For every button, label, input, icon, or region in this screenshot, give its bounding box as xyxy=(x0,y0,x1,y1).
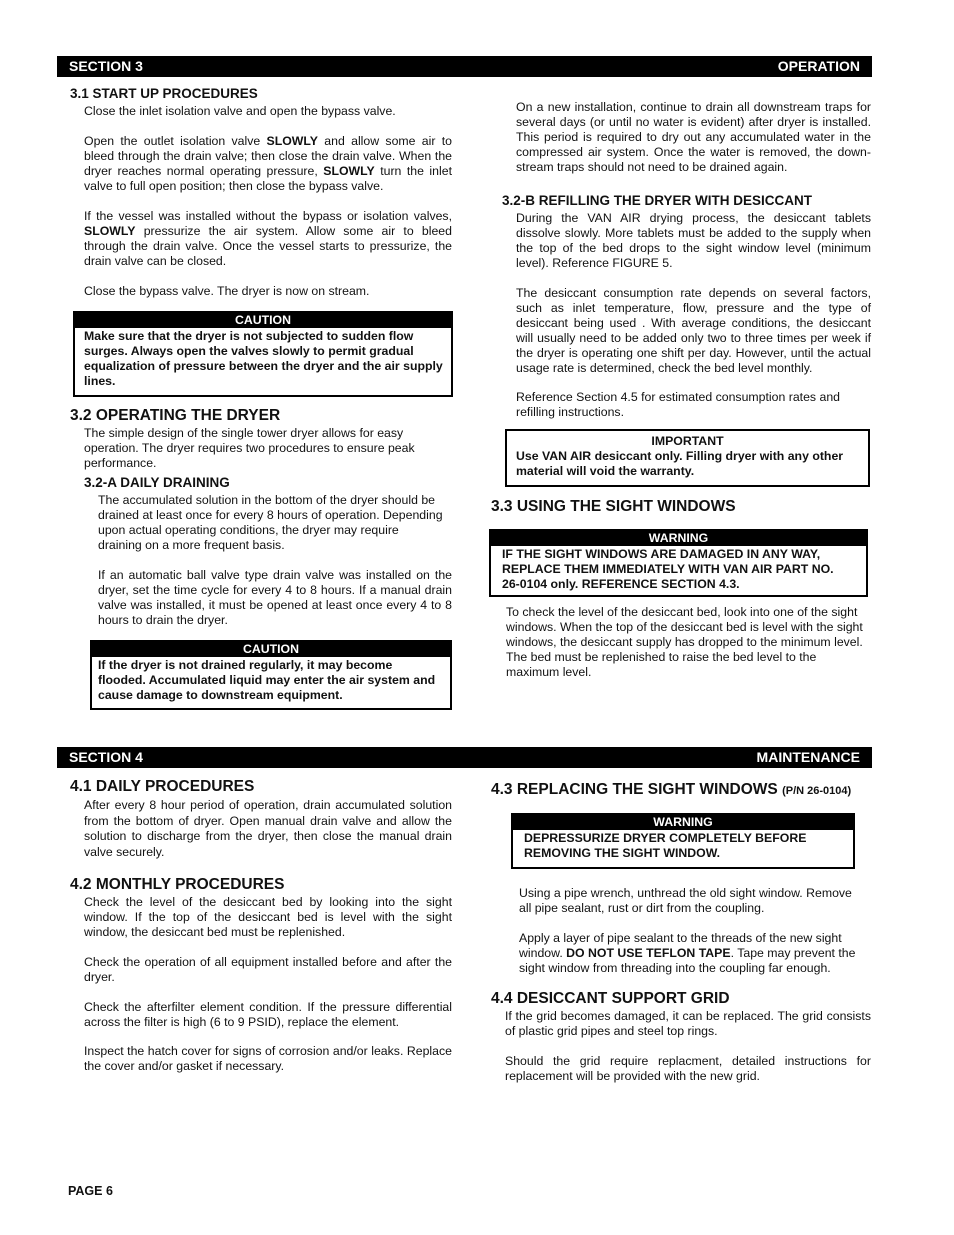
heading-4-4: 4.4 DESICCANT SUPPORT GRID xyxy=(491,990,730,1007)
section-3-header-bar xyxy=(57,56,872,77)
section-4-header-bar xyxy=(57,747,872,768)
s32a-p1: The accumulated solution in the bottom of the dryer should be drained at least once for every 8 hours of operation. Depending upon actual operating conditions, the dryer may require draining on a more frequent basis. xyxy=(98,493,443,552)
right-p1: On a new installation, continue to drain all downstream traps for several days (or until no water is evident) after dryer is installed. This period is required to dry out any accumulated water in the compressed air system. Once the water is removed, the down-stream traps should not need to be drained again. xyxy=(516,100,871,174)
caution-box-2 xyxy=(90,640,452,710)
s44-p1: If the grid becomes damaged, it can be replaced. The grid consists of plastic grid pipes and steel top rings. xyxy=(505,1009,871,1038)
part-number: (P/N 26-0104) xyxy=(782,785,852,797)
heading-3-2-a: 3.2-A DAILY DRAINING xyxy=(84,475,230,490)
s31-p1: Close the inlet isolation valve and open the bypass valve. xyxy=(84,104,396,118)
heading-3-2-b: 3.2-B REFILLING THE DRYER WITH DESICCANT xyxy=(502,193,813,208)
s42-p4: Inspect the hatch cover for signs of corrosion and/or leaks. Replace the cover and/or gasket if necessary. xyxy=(84,1044,452,1073)
s31-p4: Close the bypass valve. The dryer is now on stream. xyxy=(84,284,370,298)
caution-body: If the dryer is not drained regularly, it may become flooded. Accumulated liquid may enter the air system and cause damage to downstream equipment. xyxy=(98,658,436,702)
warning-body: DEPRESSURIZE DRYER COMPLETELY BEFORE REMOVING THE SIGHT WINDOW. xyxy=(524,831,807,860)
s32-p1: The simple design of the single tower dryer allows for easy operation. The dryer requires two procedures to ensure peak performance. xyxy=(84,426,415,470)
caution-body: Make sure that the dryer is not subjected to sudden flow surges. Always open the valves slowly to permit gradual equalization of pressure between the dryer and the air supply lines. xyxy=(84,329,443,388)
heading-3-2: 3.2 OPERATING THE DRYER xyxy=(70,407,281,424)
s31-p3: If the vessel was installed without the bypass or isolation valves, SLOWLY pressurize the air system. Allow some air to bleed through the drain valve. Once the vessel starts to pressurize, the drain valve can be closed. xyxy=(84,209,452,268)
heading-3-1: 3.1 START UP PROCEDURES xyxy=(70,86,258,101)
s44-p2: Should the grid require replacment, detailed instructions for replacement will be provided with the new grid. xyxy=(505,1054,871,1083)
caution-title: CAUTION xyxy=(75,313,451,328)
s42-p2: Check the operation of all equipment installed before and after the dryer. xyxy=(84,955,452,984)
caution-title: CAUTION xyxy=(92,642,450,657)
s43-p2: Apply a layer of pipe sealant to the threads of the new sight window. DO NOT USE TEFLON TAPE. Tape may prevent the sight window from threading into the coupling far enough. xyxy=(519,931,856,975)
warning-box-1 xyxy=(489,529,868,597)
heading-4-3: 4.3 REPLACING THE SIGHT WINDOWS (P/N 26-0104) xyxy=(491,781,852,798)
s32b-p1: During the VAN AIR drying process, the desiccant tablets dissolve slowly. More tablets must be added to the supply when the top of the bed drops to the sight window level (minimum level). Reference FIGURE 5. xyxy=(516,211,871,270)
warning-title: WARNING xyxy=(491,531,866,546)
s41-p1: After every 8 hour period of operation, drain accumulated solution from the bottom of dryer. Open manual drain valve and allow the solution to discharge from the dryer, then close the manual drain valve securely. xyxy=(84,798,452,859)
section-label: SECTION 4 xyxy=(69,749,143,765)
caution-box-1 xyxy=(73,311,453,397)
important-title: IMPORTANT xyxy=(651,434,724,448)
section-label: SECTION 3 xyxy=(69,58,143,74)
s32a-p2: If an automatic ball valve type drain valve was installed on the dryer, set the time cycle for every 4 to 8 hours. If a manual drain valve was installed, it must be opened at least once every 4 to 8 hours to drain the dryer. xyxy=(98,568,452,627)
heading-3-3: 3.3 USING THE SIGHT WINDOWS xyxy=(491,498,736,515)
s33-p1: To check the level of the desiccant bed, look into one of the sight windows. When the top of the desiccant bed is level with the sight windows, the desiccant supply has dropped to the minimum level. The bed must be replenished to raise the bed level to the maximum level. xyxy=(506,605,863,679)
warning-body: IF THE SIGHT WINDOWS ARE DAMAGED IN ANY WAY, REPLACE THEM IMMEDIATELY WITH VAN AIR PART NO. 26-0104 only. REFERENCE SECTION 4.3. xyxy=(502,547,834,591)
s42-p3: Check the afterfilter element condition. If the pressure differential across the filter is high (6 to 9 PSID), replace the element. xyxy=(84,1000,452,1029)
s43-p1: Using a pipe wrench, unthread the old sight window. Remove all pipe sealant, rust or dirt from the coupling. xyxy=(519,886,852,915)
s42-p1: Check the level of the desiccant bed by looking into the sight window. If the top of the desiccant bed is level with the sight window, the desiccant bed must be replenished. xyxy=(84,895,452,939)
warning-box-2 xyxy=(511,813,855,869)
important-box xyxy=(505,429,870,487)
s31-p2: Open the outlet isolation valve SLOWLY and allow some air to bleed through the drain valve; then close the drain valve. When the dryer reaches normal operating pressure, SLOWLY turn the inlet valve to full open position; then close the bypass valve. xyxy=(84,134,452,193)
section-title: MAINTENANCE xyxy=(756,749,860,765)
page-number: PAGE 6 xyxy=(68,1184,113,1198)
heading-4-2: 4.2 MONTHLY PROCEDURES xyxy=(70,876,285,893)
warning-title: WARNING xyxy=(513,815,853,830)
s32b-p3: Reference Section 4.5 for estimated consumption rates and refilling instructions. xyxy=(516,390,841,419)
important-body: Use VAN AIR desiccant only. Filling dryer with any other material will void the warranty. xyxy=(516,449,844,478)
section-title: OPERATION xyxy=(777,58,860,74)
heading-4-1: 4.1 DAILY PROCEDURES xyxy=(70,778,255,795)
s32b-p2: The desiccant consumption rate depends on several factors, such as inlet temperature, flow, pressure and the type of desiccant being used . With average conditions, the desiccant will usually need to be added only two to three times per week if the dryer is operating one shift per day. However, until the actual usage rate is determined, check the bed level monthly. xyxy=(516,286,871,375)
